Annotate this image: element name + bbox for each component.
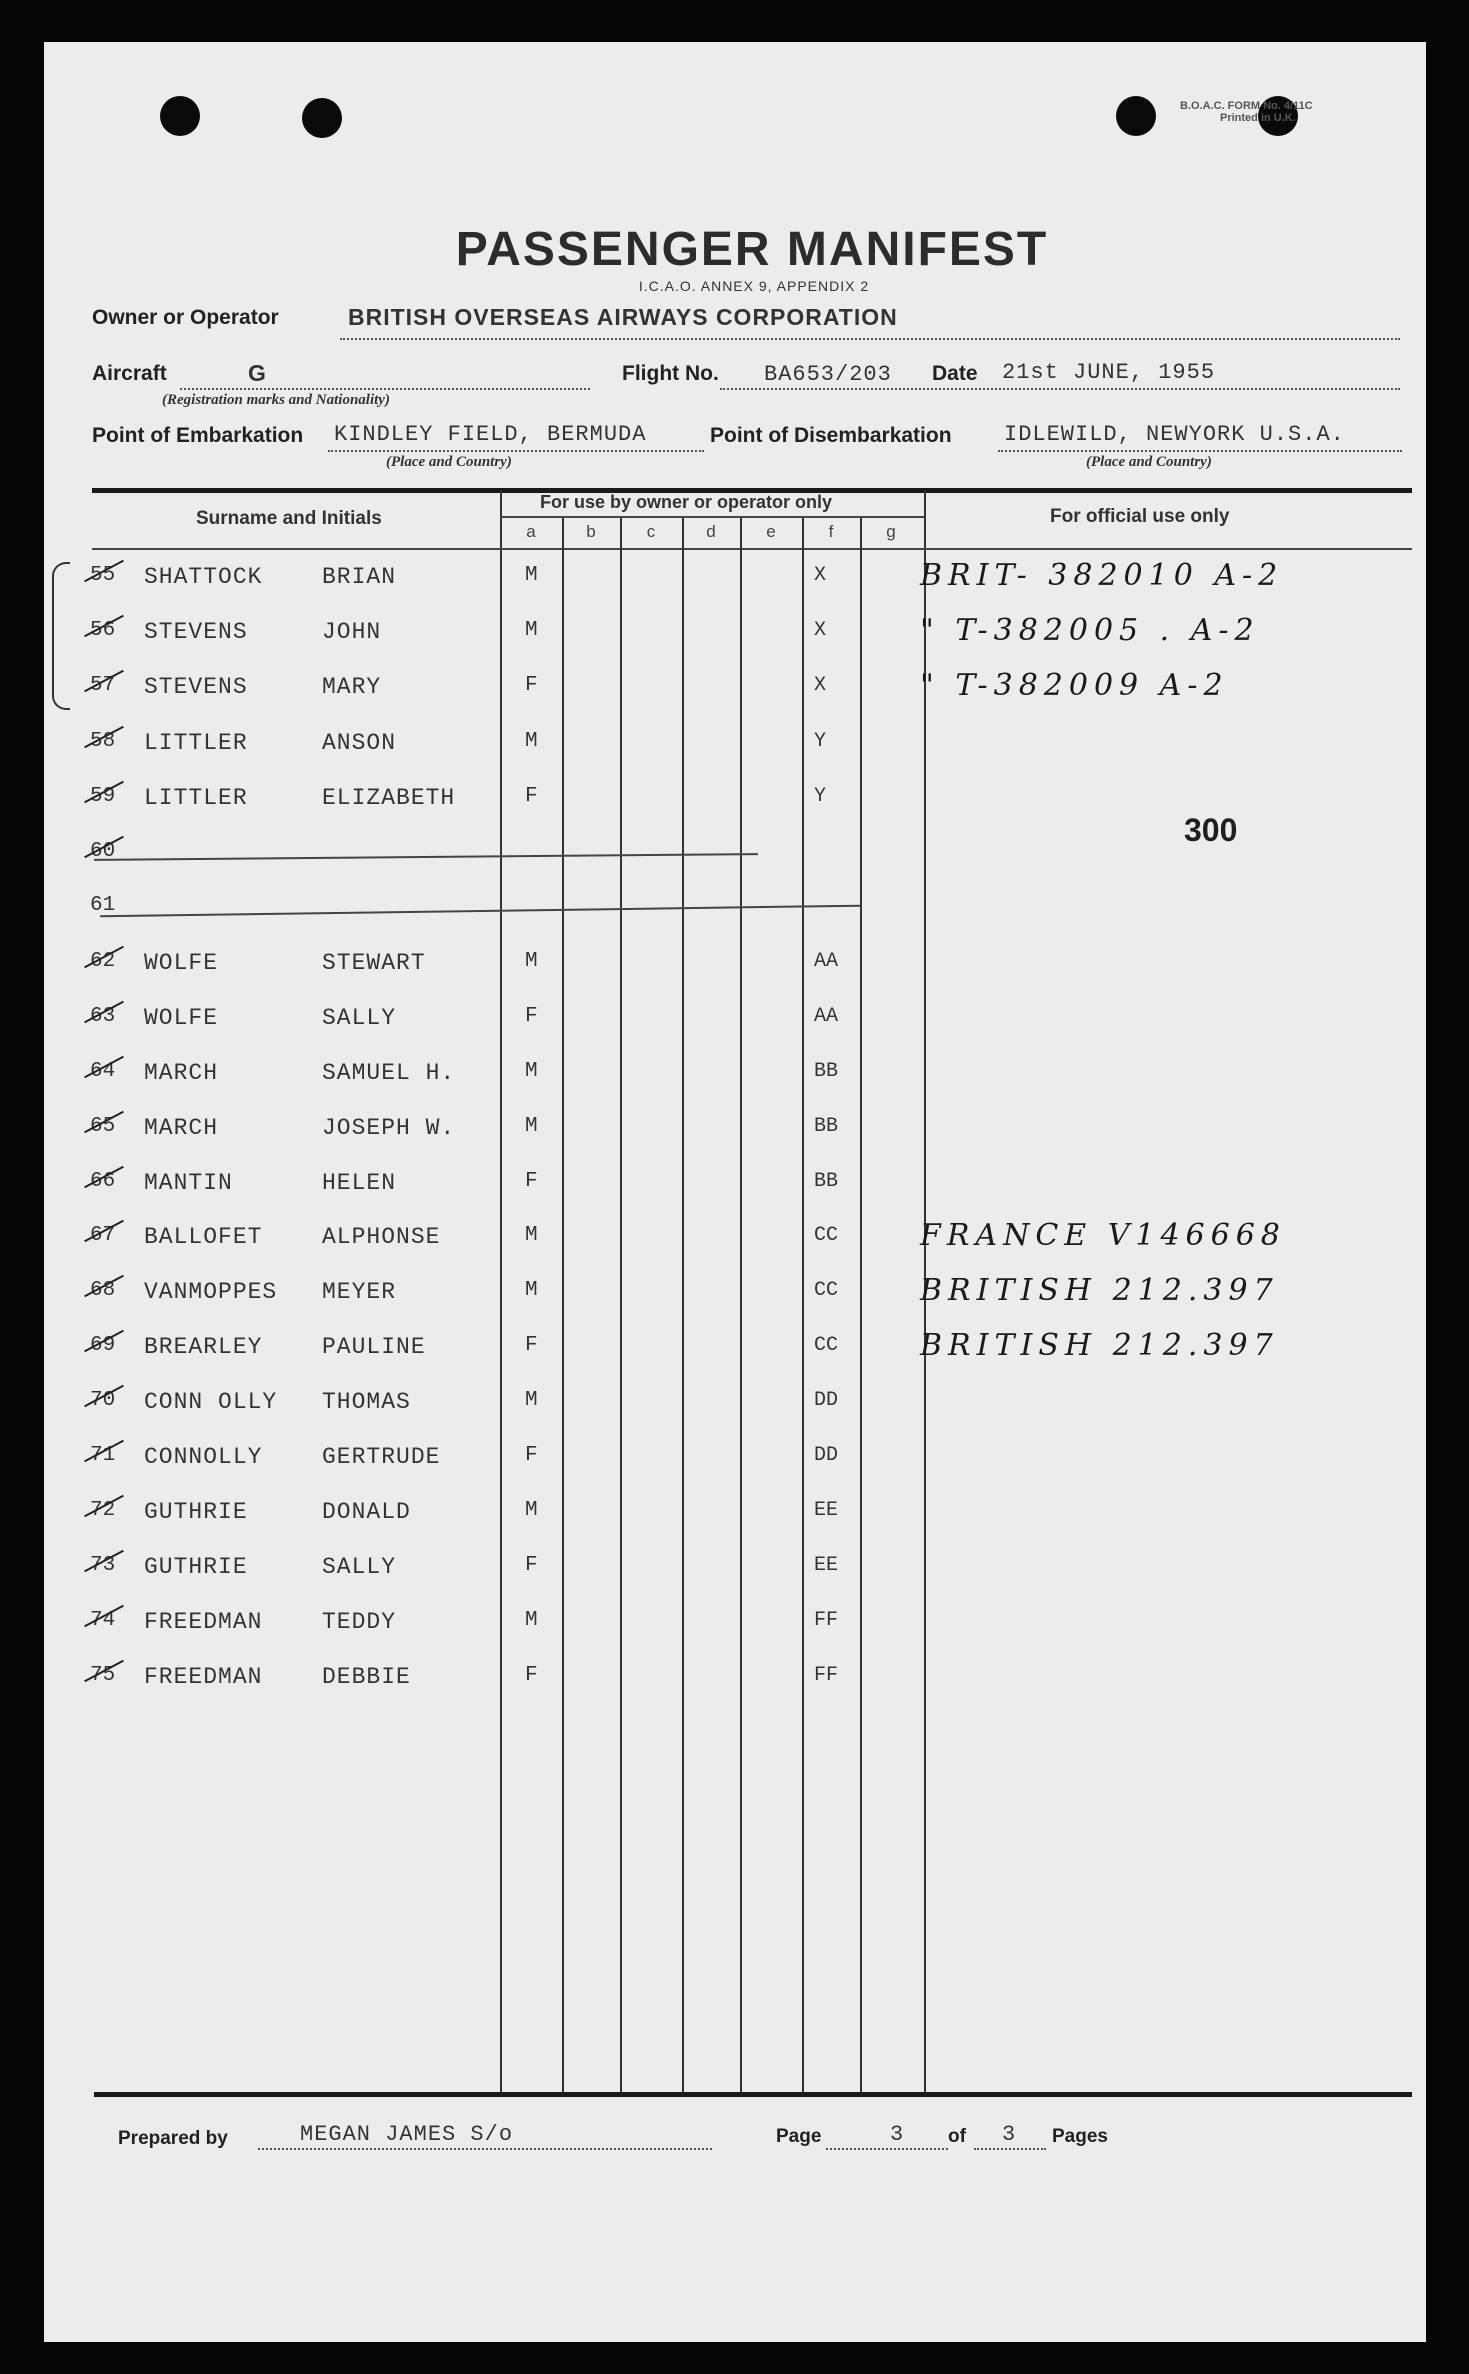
table-row — [44, 613, 1426, 655]
sex: M — [525, 950, 538, 973]
initials: SALLY — [322, 1005, 397, 1031]
initials: SALLY — [322, 1554, 397, 1580]
table-row — [44, 950, 1426, 986]
sex: F — [525, 1005, 538, 1028]
sex: F — [525, 785, 538, 808]
punch-hole-icon — [1116, 96, 1156, 136]
sex: M — [525, 1499, 538, 1522]
prepared-underline — [258, 2148, 712, 2150]
prepared-label: Prepared by — [118, 2128, 228, 2149]
table-bottom-rule — [94, 2092, 1412, 2097]
table-row — [44, 894, 1426, 930]
group: Y — [814, 730, 827, 753]
of-value: 3 — [1002, 2122, 1017, 2147]
row-number: 70 — [90, 1389, 116, 1412]
col-header-e: e — [766, 522, 776, 541]
official-note: BRITISH 212.397 — [920, 1328, 1279, 1363]
surname: BALLOFET — [144, 1224, 263, 1250]
group: AA — [814, 1005, 839, 1028]
sex: M — [525, 564, 538, 587]
initials: DONALD — [322, 1499, 411, 1525]
initials: MARY — [322, 674, 382, 700]
group: BB — [814, 1170, 839, 1193]
disembark-underline — [998, 450, 1402, 452]
official-note: BRIT- 382010 A-2 — [920, 558, 1284, 593]
sex: M — [525, 1279, 538, 1302]
embark-label: Point of Embarkation — [92, 424, 304, 447]
group: BB — [814, 1115, 839, 1138]
group: X — [814, 619, 827, 642]
surname: GUTHRIE — [144, 1499, 248, 1525]
aircraft-underline — [180, 388, 590, 390]
of-underline — [974, 2148, 1046, 2150]
initials: SAMUEL H. — [322, 1060, 456, 1086]
table-row — [44, 1218, 1426, 1260]
initials: THOMAS — [322, 1389, 411, 1415]
table-row — [44, 1554, 1426, 1590]
owner-label: Owner or Operator — [92, 306, 279, 329]
row-number: 64 — [90, 1060, 116, 1083]
disembark-note: (Place and Country) — [1086, 454, 1212, 470]
punch-hole-icon — [302, 98, 342, 138]
surname: MARCH — [144, 1115, 219, 1141]
col-header-g: g — [886, 522, 896, 541]
sex: M — [525, 1115, 538, 1138]
header-bottom-rule — [92, 548, 1412, 550]
group: X — [814, 674, 827, 697]
initials: MEYER — [322, 1279, 397, 1305]
table-row — [44, 1005, 1426, 1041]
initials: BRIAN — [322, 564, 397, 590]
sex: F — [525, 1334, 538, 1357]
embark-value: KINDLEY FIELD, BERMUDA — [334, 422, 647, 447]
group: EE — [814, 1554, 839, 1577]
flight-label: Flight No. — [622, 362, 719, 385]
sex: F — [525, 674, 538, 697]
sex: M — [525, 1389, 538, 1412]
group: BB — [814, 1060, 839, 1083]
row-number: 57 — [90, 674, 116, 697]
disembark-value: IDLEWILD, NEWYORK U.S.A. — [1004, 422, 1345, 447]
surname: LITTLER — [144, 730, 248, 756]
initials: ANSON — [322, 730, 397, 756]
date-label: Date — [932, 362, 978, 385]
initials: JOSEPH W. — [322, 1115, 456, 1141]
row-number: 72 — [90, 1499, 116, 1522]
table-row — [44, 668, 1426, 710]
surname: FREEDMAN — [144, 1609, 263, 1635]
official-header: For official use only — [1050, 506, 1230, 527]
sex: F — [525, 1664, 538, 1687]
page-title: PASSENGER MANIFEST — [455, 223, 1049, 276]
surname: MANTIN — [144, 1170, 233, 1196]
row-number: 66 — [90, 1170, 116, 1193]
punch-hole-icon — [160, 96, 200, 136]
disembark-label: Point of Disembarkation — [710, 424, 952, 447]
table-row — [44, 1389, 1426, 1425]
pages-label: Pages — [1052, 2126, 1108, 2147]
table-row — [44, 730, 1426, 766]
table-row — [44, 1170, 1426, 1206]
surname: CONNOLLY — [144, 1444, 263, 1470]
table-row — [44, 1664, 1426, 1700]
group: CC — [814, 1334, 839, 1357]
surname: SHATTOCK — [144, 564, 263, 590]
row-number: 61 — [90, 894, 116, 917]
surname-header: Surname and Initials — [196, 508, 382, 529]
table-row — [44, 1273, 1426, 1315]
surname: FREEDMAN — [144, 1664, 263, 1690]
surname: STEVENS — [144, 674, 248, 700]
aircraft-note: (Registration marks and Nationality) — [162, 392, 390, 408]
row-number: 58 — [90, 730, 116, 753]
operator-header: For use by owner or operator only — [540, 492, 833, 512]
surname: MARCH — [144, 1060, 219, 1086]
row-number: 67 — [90, 1224, 116, 1247]
group: FF — [814, 1609, 839, 1632]
col-header-b: b — [586, 522, 596, 541]
table-row — [44, 1609, 1426, 1645]
sex: M — [525, 1609, 538, 1632]
sex: M — [525, 619, 538, 642]
row-number: 65 — [90, 1115, 116, 1138]
initials: GERTRUDE — [322, 1444, 441, 1470]
manifest-page — [44, 42, 1426, 2342]
official-note: " T-382005 . A-2 — [920, 613, 1260, 648]
owner-value: BRITISH OVERSEAS AIRWAYS CORPORATION — [348, 304, 898, 330]
embark-note: (Place and Country) — [386, 454, 512, 470]
official-note: " T-382009 A-2 — [920, 668, 1229, 703]
group: AA — [814, 950, 839, 973]
group: CC — [814, 1224, 839, 1247]
sex: F — [525, 1554, 538, 1577]
group: Y — [814, 785, 827, 808]
sex: M — [525, 1224, 538, 1247]
row-number: 56 — [90, 619, 116, 642]
surname: BREARLEY — [144, 1334, 263, 1360]
group: FF — [814, 1664, 839, 1687]
official-note: FRANCE V146668 — [920, 1218, 1286, 1253]
surname: WOLFE — [144, 950, 219, 976]
surname: WOLFE — [144, 1005, 219, 1031]
page-label: Page — [776, 2126, 822, 2147]
surname: CONN OLLY — [144, 1389, 278, 1415]
official-note: BRITISH 212.397 — [920, 1273, 1279, 1308]
page-underline — [826, 2148, 948, 2150]
embark-underline — [328, 450, 704, 452]
sex: F — [525, 1444, 538, 1467]
surname: VANMOPPES — [144, 1279, 278, 1305]
row-number: 63 — [90, 1005, 116, 1028]
initials: STEWART — [322, 950, 426, 976]
row-number: 74 — [90, 1609, 116, 1632]
initials: TEDDY — [322, 1609, 397, 1635]
surname: LITTLER — [144, 785, 248, 811]
page-value: 3 — [890, 2122, 905, 2147]
initials: PAULINE — [322, 1334, 426, 1360]
table-row — [44, 1328, 1426, 1370]
group: EE — [814, 1499, 839, 1522]
col-header-a: a — [526, 522, 536, 541]
date-value: 21st JUNE, 1955 — [1002, 360, 1216, 385]
col-header-f: f — [828, 522, 834, 541]
table-row — [44, 558, 1426, 600]
row-number: 69 — [90, 1334, 116, 1357]
flight-underline — [720, 388, 1400, 390]
initials: HELEN — [322, 1170, 397, 1196]
table-row — [44, 1060, 1426, 1096]
group: DD — [814, 1444, 839, 1467]
sex: M — [525, 1060, 538, 1083]
initials: ALPHONSE — [322, 1224, 441, 1250]
row-number: 62 — [90, 950, 116, 973]
row-number: 60 — [90, 840, 116, 863]
stamp-number: 300 — [1184, 812, 1238, 848]
aircraft-label: Aircraft — [92, 362, 167, 385]
row-number: 59 — [90, 785, 116, 808]
table-row — [44, 1115, 1426, 1151]
row-number: 68 — [90, 1279, 116, 1302]
row-number: 75 — [90, 1664, 116, 1687]
aircraft-value: G — [248, 360, 267, 386]
col-header-c: c — [646, 522, 656, 541]
of-label: of — [948, 2126, 966, 2147]
row-number: 55 — [90, 564, 116, 587]
page-subtitle: I.C.A.O. ANNEX 9, APPENDIX 2 — [638, 278, 870, 294]
initials: ELIZABETH — [322, 785, 456, 811]
group: DD — [814, 1389, 839, 1412]
col-header-d: d — [706, 522, 716, 541]
owner-underline — [340, 338, 1400, 340]
table-row — [44, 1444, 1426, 1480]
table-row — [44, 1499, 1426, 1535]
initials: DEBBIE — [322, 1664, 411, 1690]
initials: JOHN — [322, 619, 382, 645]
sex: F — [525, 1170, 538, 1193]
sex: M — [525, 730, 538, 753]
group: CC — [814, 1279, 839, 1302]
printer-mark: B.O.A.C. FORM No. 4/11C Printed in U.K. — [1180, 100, 1313, 124]
surname: GUTHRIE — [144, 1554, 248, 1580]
row-number: 73 — [90, 1554, 116, 1577]
group: X — [814, 564, 827, 587]
surname: STEVENS — [144, 619, 248, 645]
flight-value: BA653/203 — [764, 362, 892, 387]
prepared-value: MEGAN JAMES S/o — [300, 2122, 514, 2147]
row-number: 71 — [90, 1444, 116, 1467]
